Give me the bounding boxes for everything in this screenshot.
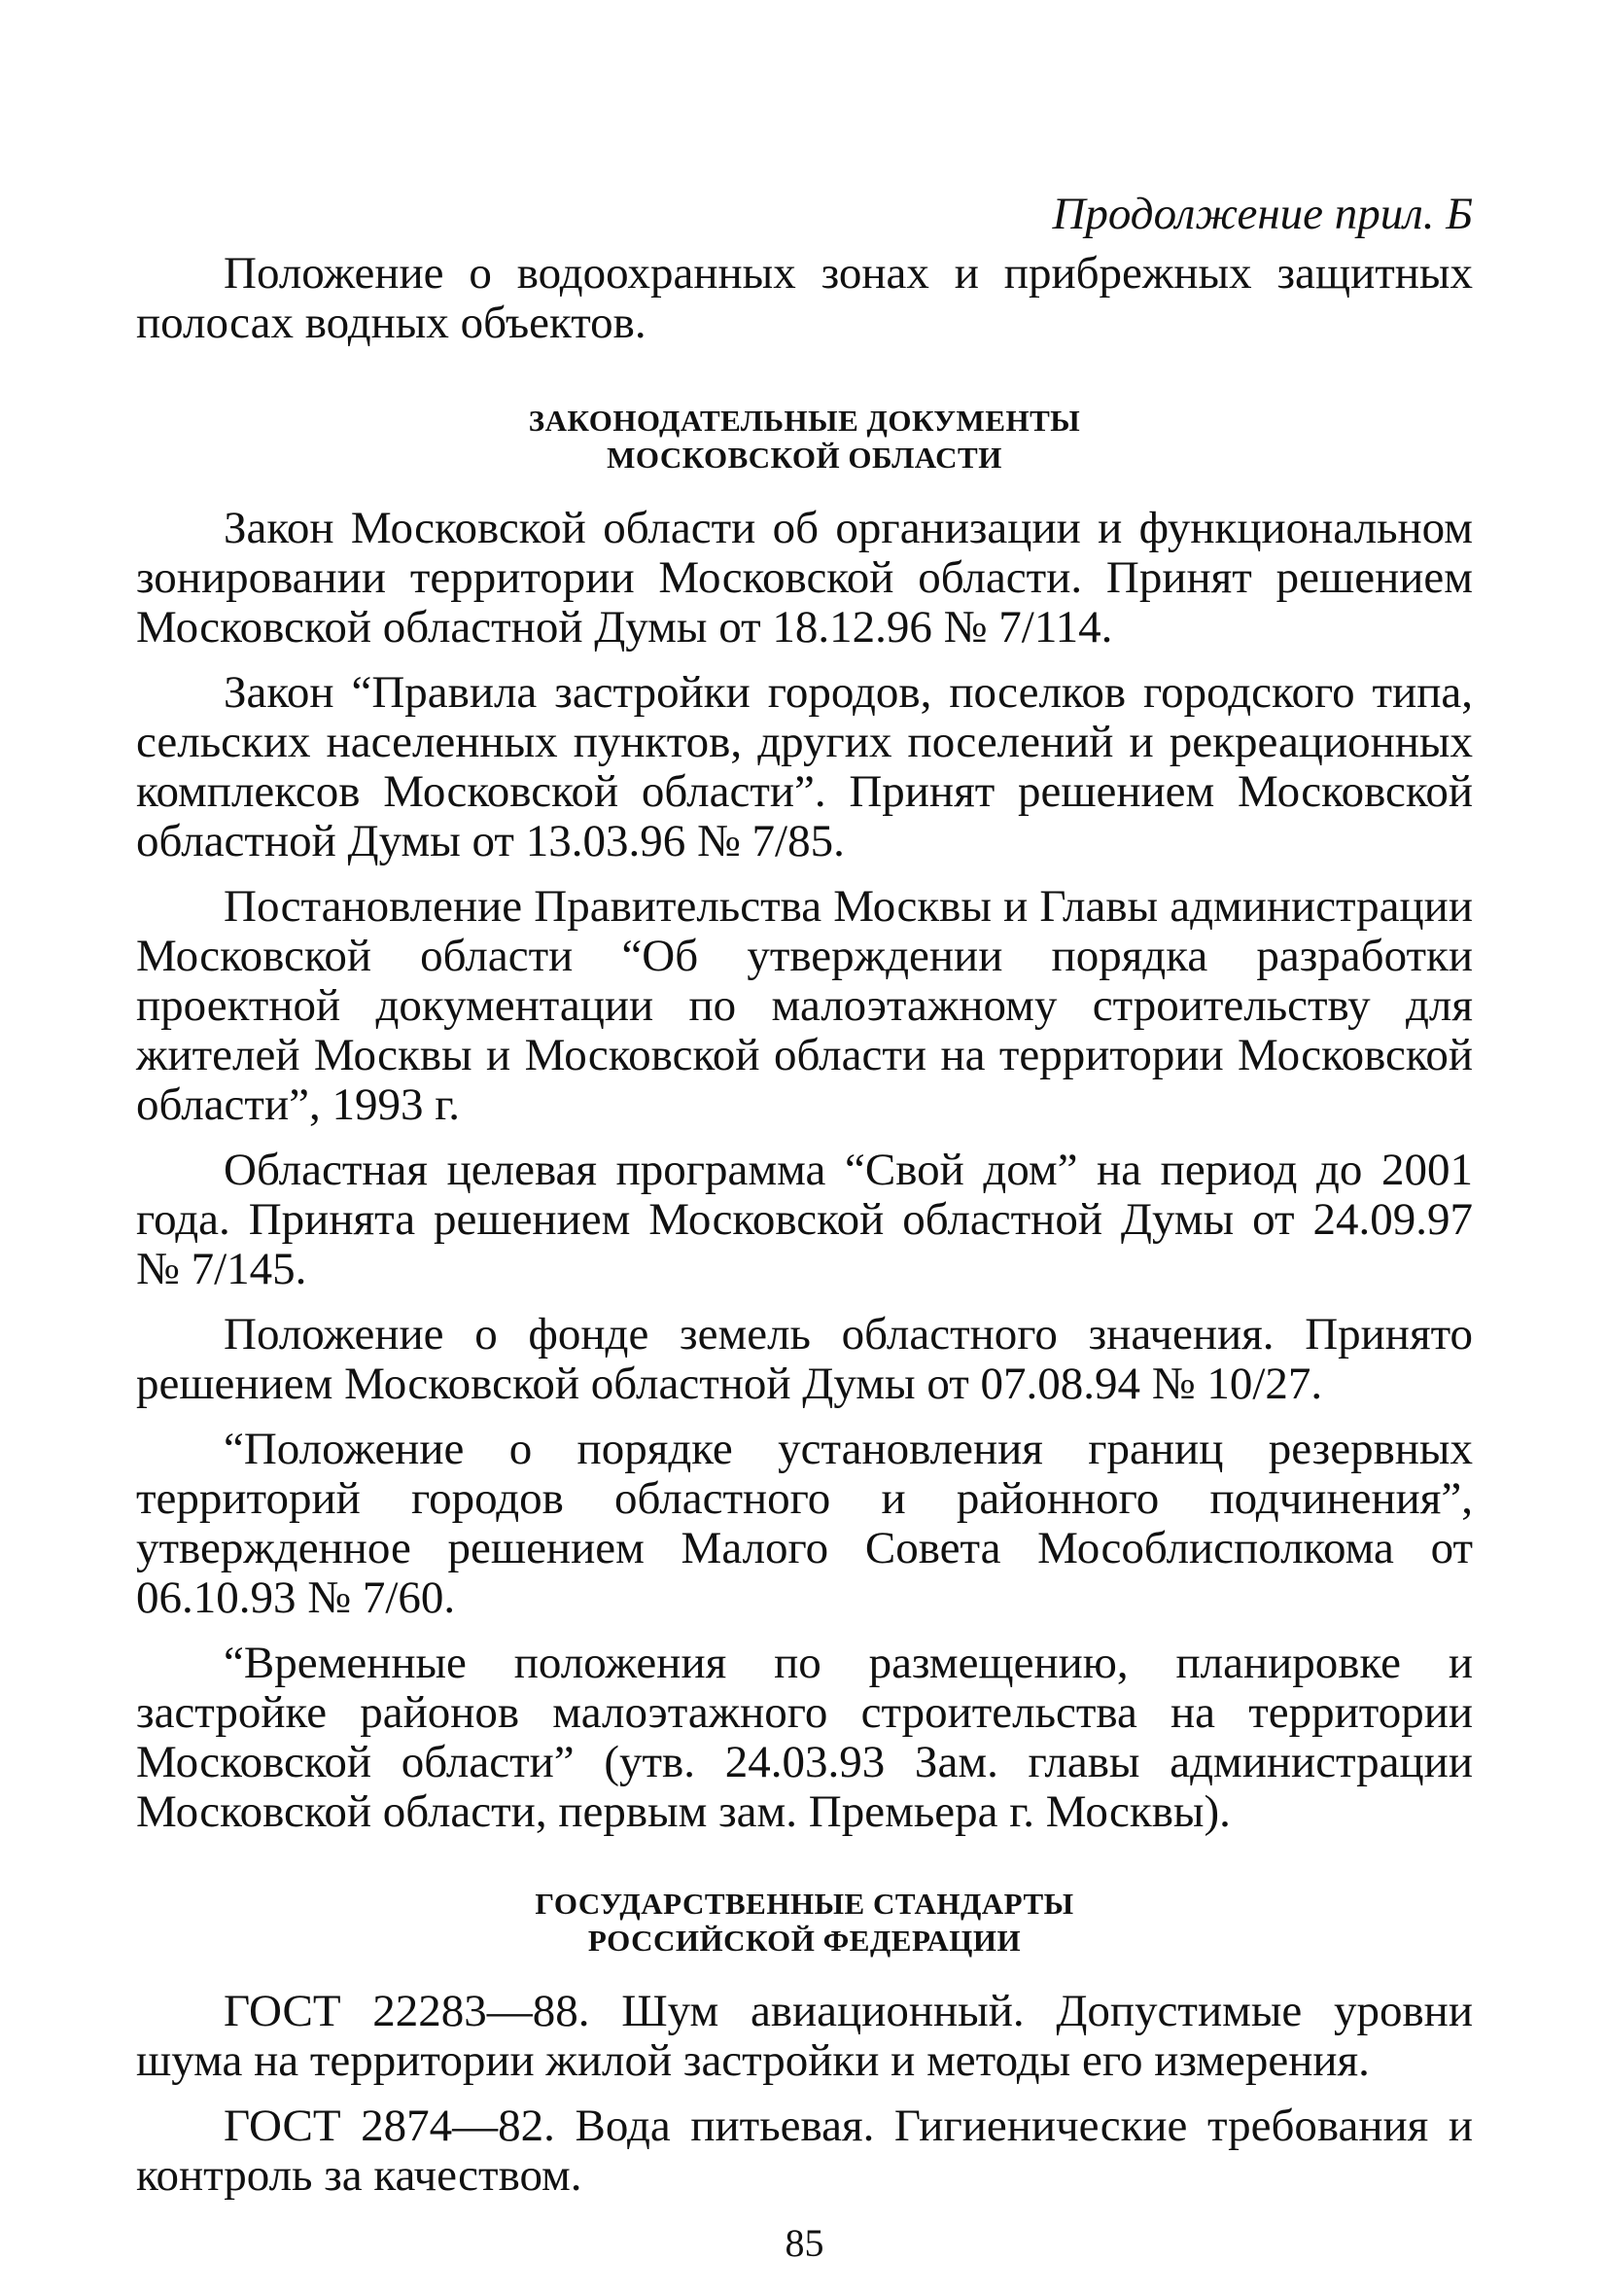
- page-number: 85: [785, 2221, 824, 2265]
- section-heading-standards: [136, 1886, 1473, 1960]
- section-heading-line: ГОСУДАРСТВЕННЫЕ СТАНДАРТЫ: [535, 1887, 1074, 1921]
- section-heading-line: РОССИЙСКОЙ ФЕДЕРАЦИИ: [587, 1924, 1022, 1958]
- document-entry: Закон “Правила застройки городов, поселков городского типа, сельских населенных пунктов, других поселений и рекреационных комплексов Московской области”. Принят решением Московской областной Думы от 13.03.96 № 7/85.: [136, 667, 1473, 866]
- document-entry: “Временные положения по размещению, планировке и застройке районов малоэтажного строительства на территории Московской области” (утв. 24.03.93 Зам. главы администрации Московской области, первым зам. Премьера г. Москвы).: [136, 1638, 1473, 1837]
- document-entry: Постановление Правительства Москвы и Главы администрации Московской области “Об утверждении порядка разработки проектной документации по малоэтажному строительству для жителей Москвы и Московской области на территории Московской области”, 1993 г.: [136, 881, 1473, 1130]
- document-entry: “Положение о порядке установления границ резервных территорий городов областного и районного подчинения”, утвержденное решением Малого Совета Мособлисполкома от 06.10.93 № 7/60.: [136, 1424, 1473, 1623]
- document-entry: Положение о фонде земель областного значения. Принято решением Московской областной Думы от 07.08.94 № 10/27.: [136, 1309, 1473, 1409]
- document-entry: Закон Московской области об организации и функциональном зонировании территории Московской области. Принят решением Московской областной Думы от 18.12.96 № 7/114.: [136, 503, 1473, 653]
- section-heading-legislative: [136, 403, 1473, 477]
- intro-paragraph: Положение о водоохранных зонах и прибрежных защитных полосах водных объектов.: [136, 248, 1473, 348]
- spacer: [136, 1853, 1473, 1886]
- document-entry: Областная целевая программа “Свой дом” на период до 2001 года. Принята решением Московской областной Думы от 24.09.97 № 7/145.: [136, 1145, 1473, 1294]
- standard-entry: ГОСТ 22283—88. Шум авиационный. Допустимые уровни шума на территории жилой застройки и методы его измерения.: [136, 1986, 1473, 2086]
- standard-entry: ГОСТ 2874—82. Вода питьевая. Гигиенические требования и контроль за качеством.: [136, 2101, 1473, 2201]
- continuation-note: Продолжение прил. Б: [1052, 189, 1473, 239]
- section-heading-line: ЗАКОНОДАТЕЛЬНЫЕ ДОКУМЕНТЫ: [528, 404, 1081, 438]
- document-page: [136, 185, 1473, 2267]
- section-heading-line: МОСКОВСКОЙ ОБЛАСТИ: [607, 441, 1002, 475]
- spacer: [136, 364, 1473, 403]
